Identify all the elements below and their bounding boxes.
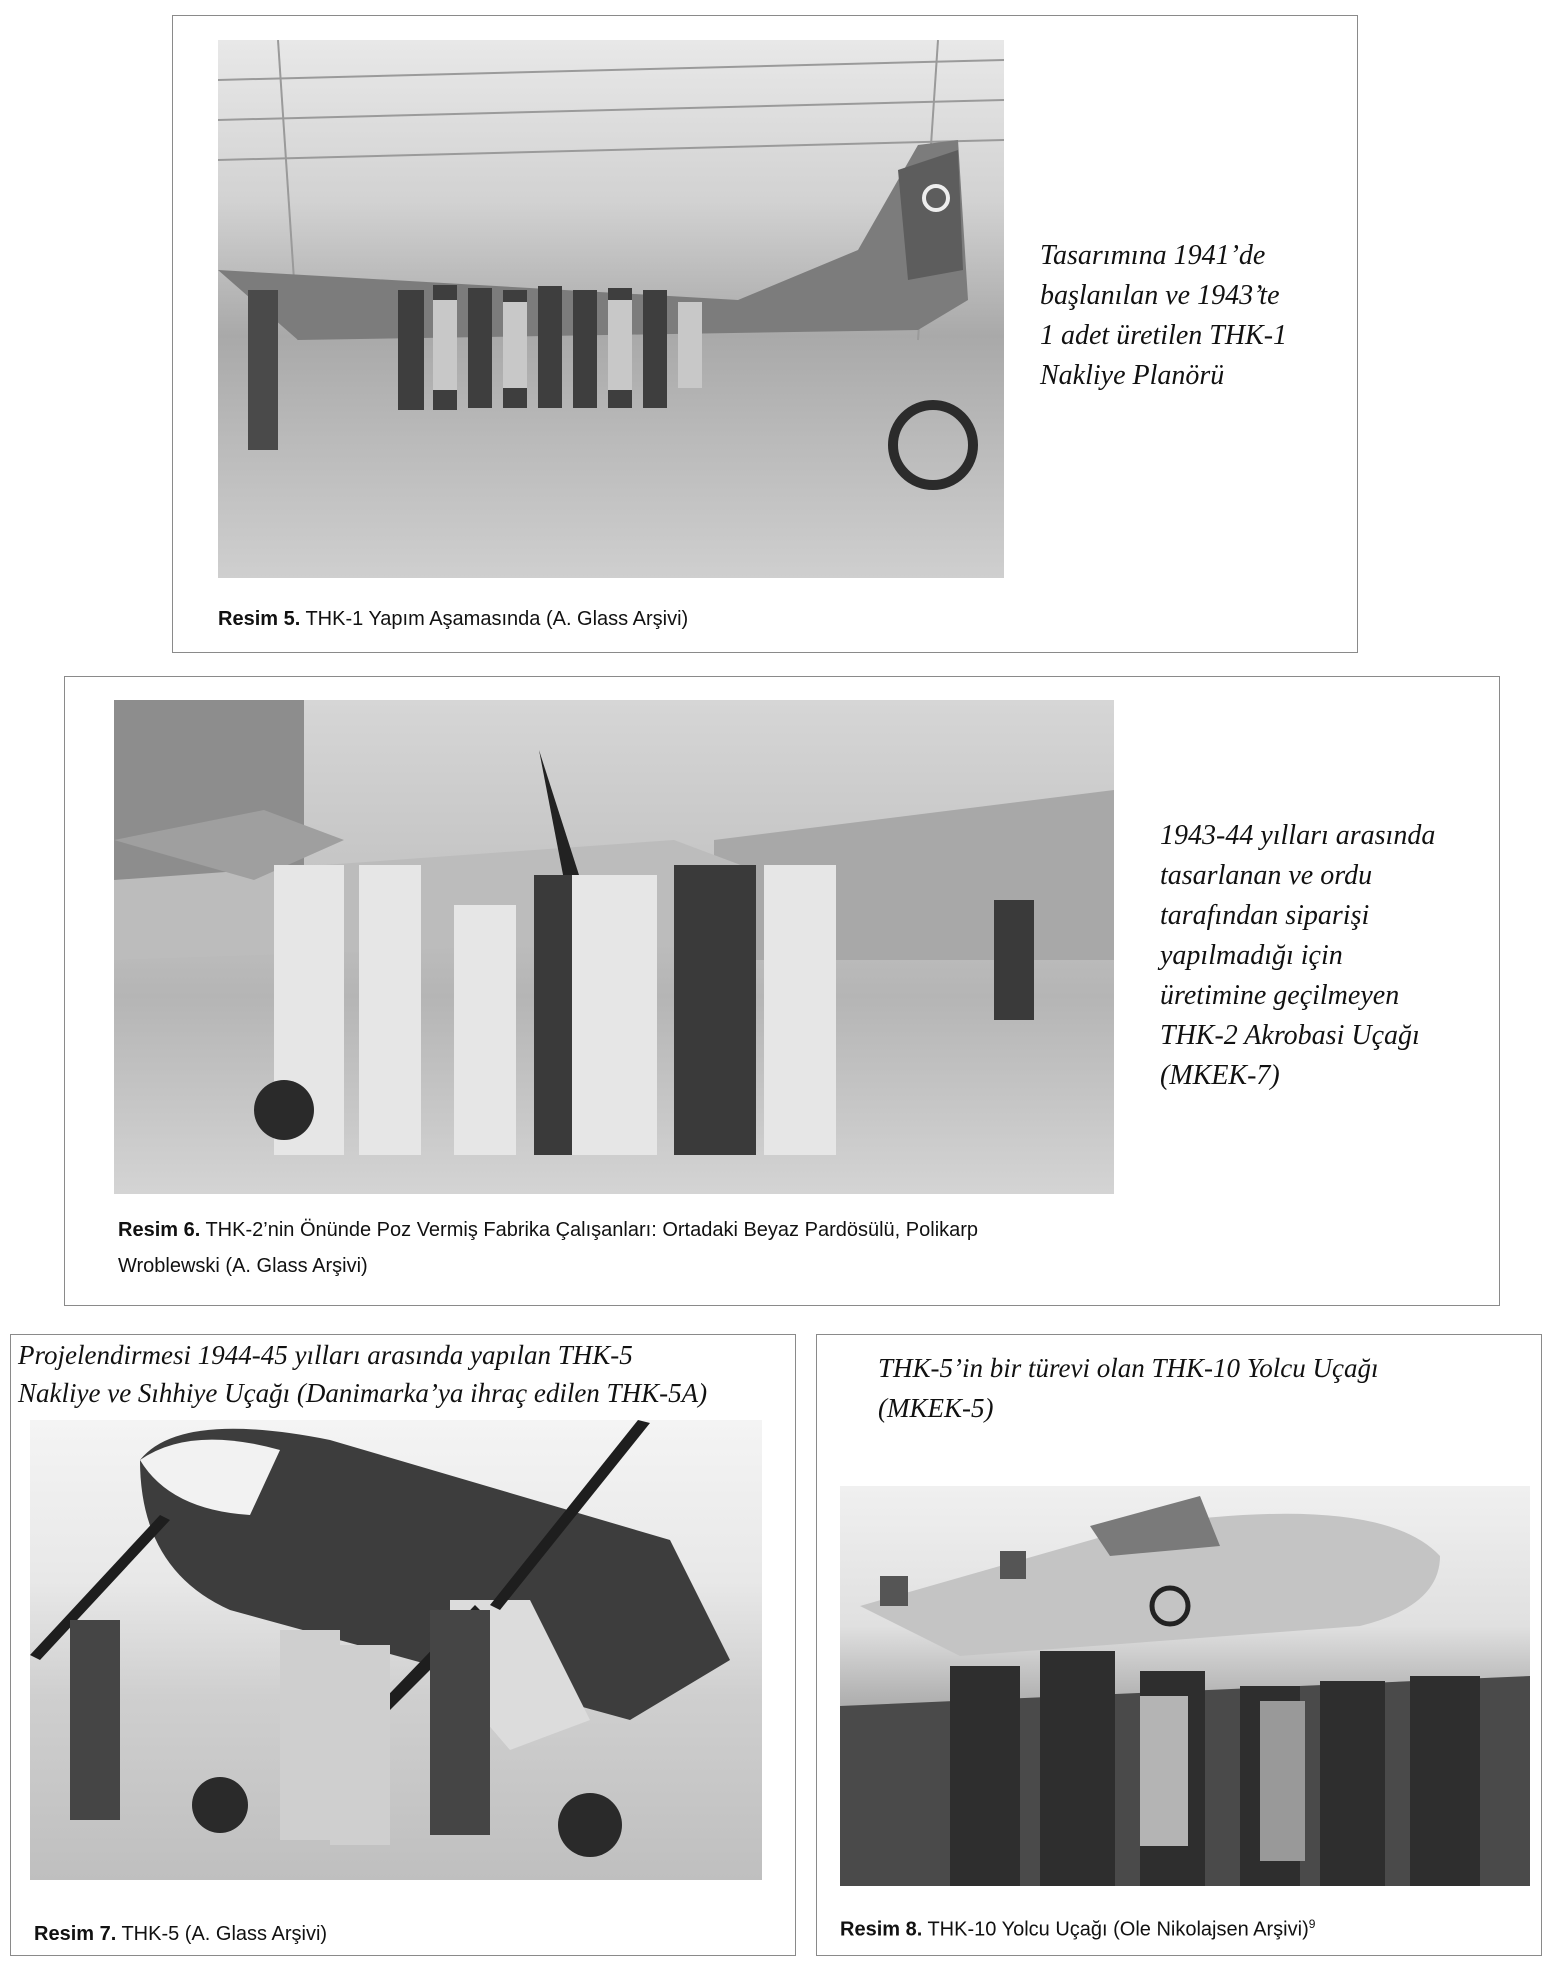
figure-8-caption xyxy=(840,1906,1315,1948)
figure-6-caption xyxy=(118,1212,978,1284)
figure-8-label: Resim 8. xyxy=(840,1918,923,1941)
figure-8-photo xyxy=(840,1486,1530,1886)
figure-7-caption xyxy=(34,1916,327,1952)
figure-7-photo xyxy=(30,1420,762,1880)
figure-5-caption xyxy=(218,601,688,637)
figure-6-caption-line2: Wroblewski (A. Glass Arşivi) xyxy=(118,1255,368,1277)
figure-8-footnote-marker: 9 xyxy=(1308,1917,1316,1931)
figure-5-side-text: Tasarımına 1941’de başlanılan ve 1943’te 1 adet üretilen THK-1 Nakliye Planörü xyxy=(1040,240,1288,391)
figure-7-heading: Projelendirmesi 1944-45 yılları arasında yapılan THK-5 Nakliye ve Sıhhiye Uçağı (Danimarka’ya ihraç edilen THK-5A) xyxy=(18,1340,708,1408)
figure-5-label: Resim 5. xyxy=(218,608,301,630)
figure-5-photo xyxy=(218,40,1004,578)
figure-6-photo xyxy=(114,700,1114,1194)
figure-7-label: Resim 7. xyxy=(34,1923,117,1945)
figure-8-caption-text: THK-10 Yolcu Uçağı (Ole Nikolajsen Arşivi) xyxy=(927,1918,1309,1941)
figure-6-side-text: 1943-44 yılları arasında tasarlanan ve ordu tarafından siparişi yapılmadığı için üretimine geçilmeyen THK-2 Akrobasi Uçağı (MKEK-7) xyxy=(1160,820,1436,1091)
figure-6-label: Resim 6. xyxy=(118,1219,201,1241)
figure-7-caption-text: THK-5 (A. Glass Arşivi) xyxy=(121,1923,328,1945)
figure-6-caption-line1: THK-2’nin Önünde Poz Vermiş Fabrika Çalışanları: Ortadaki Beyaz Pardösülü, Polikarp xyxy=(205,1219,979,1241)
figure-8-heading: THK-5’in bir türevi olan THK-10 Yolcu Uçağı (MKEK-5) xyxy=(878,1353,1379,1423)
figure-5-caption-text: THK-1 Yapım Aşamasında (A. Glass Arşivi) xyxy=(305,608,689,630)
